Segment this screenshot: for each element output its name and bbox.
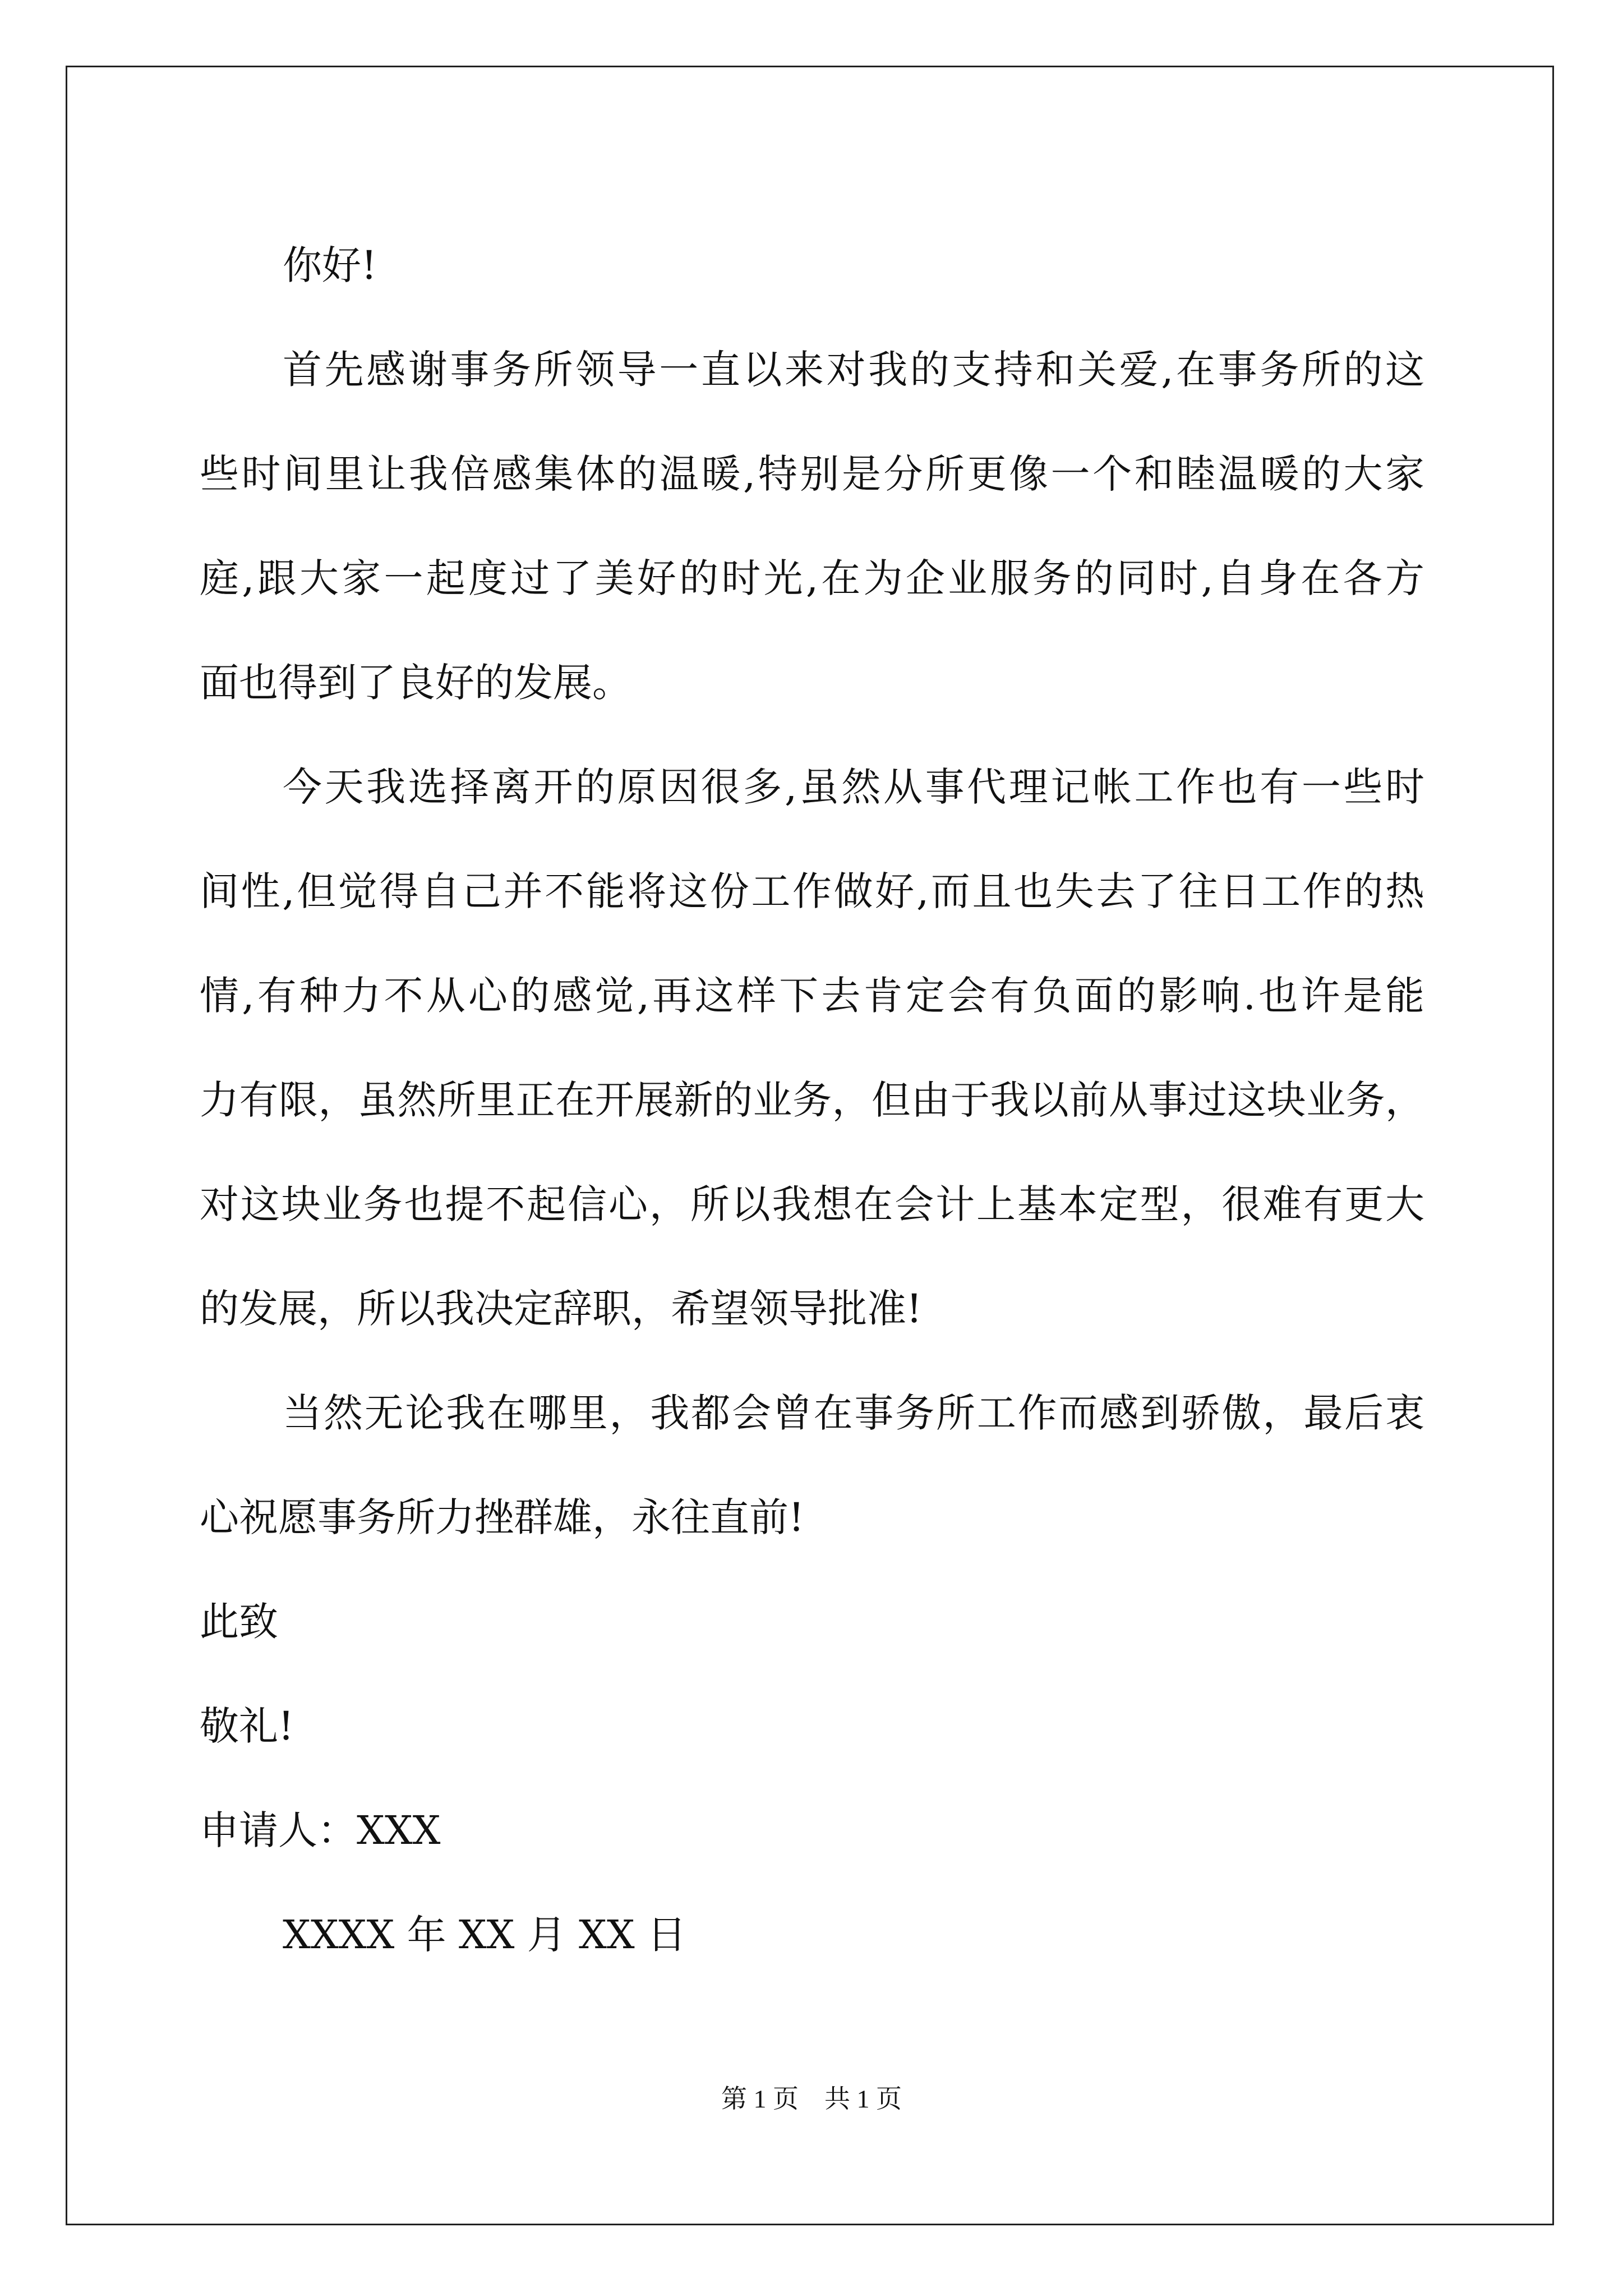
paragraph-2-line-2: 间性,但觉得自己并不能将这份工作做好,而且也失去了往日工作的热 [200, 868, 1424, 914]
paragraph-2-line-3: 情,有种力不从心的感觉,再这样下去肯定会有负面的影响.也许是能 [200, 973, 1424, 1019]
paragraph-2-line-5: 对这块业务也提不起信心，所以我想在会计上基本定型，很难有更大 [200, 1181, 1424, 1227]
greeting: 你好! [283, 242, 377, 288]
paragraph-2-line-4: 力有限，虽然所里正在开展新的业务，但由于我以前从事过这块业务， [200, 1077, 1424, 1123]
closing-salutation: 此致 [200, 1599, 278, 1645]
paragraph-2-line-1: 今天我选择离开的原因很多,虽然从事代理记帐工作也有一些时 [283, 764, 1424, 810]
closing-regards: 敬礼! [200, 1703, 294, 1749]
paragraph-1-line-4: 面也得到了良好的发展。 [200, 660, 631, 706]
paragraph-2-line-6: 的发展，所以我决定辞职，希望领导批准! [200, 1286, 923, 1332]
letter-body [200, 213, 1433, 1987]
applicant-signature: 申请人：XXX [200, 1807, 441, 1853]
paragraph-1-line-2: 些时间里让我倍感集体的温暖,特别是分所更像一个和睦温暖的大家 [200, 451, 1424, 497]
paragraph-1-line-1: 首先感谢事务所领导一直以来对我的支持和关爱,在事务所的这 [283, 347, 1424, 393]
date-line: XXXX 年 XX 月 XX 日 [283, 1912, 686, 1958]
paragraph-1-line-3: 庭,跟大家一起度过了美好的时光,在为企业服务的同时,自身在各方 [200, 555, 1424, 601]
paragraph-3-line-2: 心祝愿事务所力挫群雄，永往直前! [200, 1494, 805, 1540]
page-footer: 第 1 页 共 1 页 [721, 2085, 902, 2113]
paragraph-3-line-1: 当然无论我在哪里，我都会曾在事务所工作而感到骄傲，最后衷 [283, 1390, 1424, 1436]
